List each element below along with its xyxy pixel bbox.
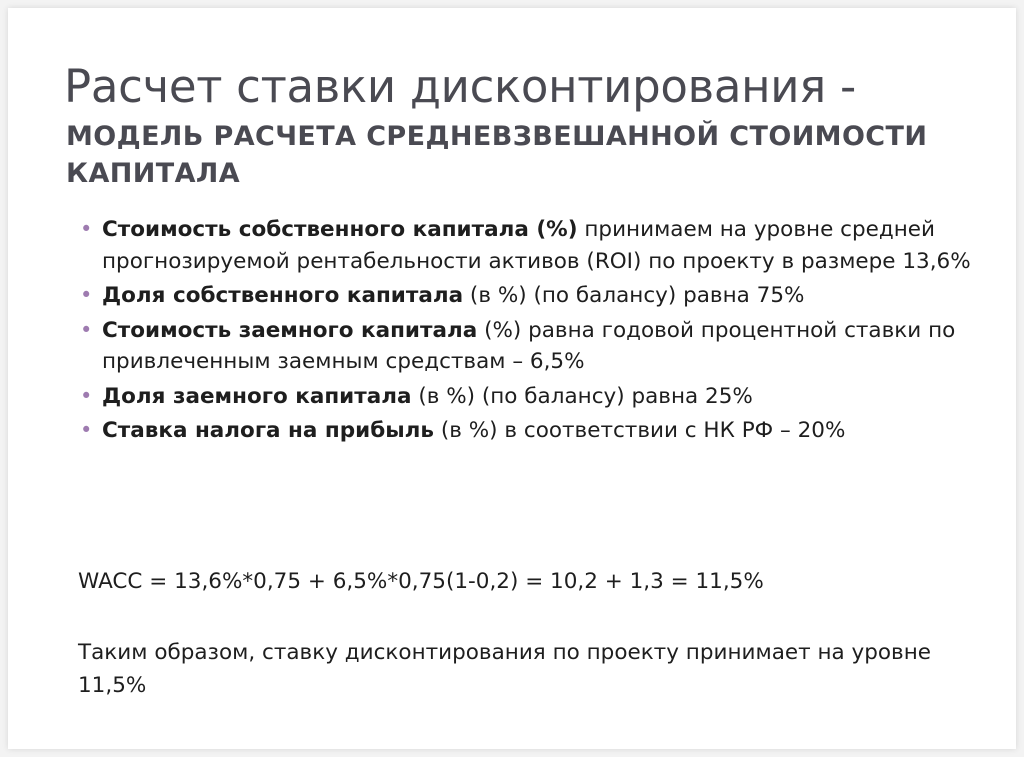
slide-title: Расчет ставки дисконтирования -	[64, 60, 856, 113]
slide	[8, 8, 1016, 749]
list-item	[78, 214, 978, 277]
conclusion-text: Таким образом, ставку дисконтирования по проекту принимает на уровне 11,5%	[78, 640, 931, 698]
bullet-text: (в %) в соответствии с НК РФ – 20%	[434, 418, 846, 443]
bullet-icon: •	[80, 317, 93, 342]
bullet-text: (%) равна годовой процентной ставки по привлеченным заемным средствам – 6,5%	[102, 317, 956, 374]
bullet-term: Стоимость заемного капитала	[102, 317, 478, 343]
bullet-term: Стоимость собственного капитала (%)	[102, 217, 578, 242]
list-item	[78, 381, 978, 413]
bullet-list	[78, 214, 978, 450]
list-item	[78, 280, 978, 312]
bullet-icon: •	[80, 418, 93, 442]
bullet-term: Доля собственного капитала	[102, 283, 464, 308]
slide-subtitle: МОДЕЛЬ РАСЧЕТА СРЕДНЕВЗВЕШАННОЙ СТОИМОСТИ КАПИТАЛА	[66, 121, 928, 189]
bullet-term: Доля заемного капитала	[102, 383, 412, 409]
bullet-icon: •	[80, 217, 93, 241]
bullet-icon: •	[80, 383, 93, 408]
wacc-formula: WACC = 13,6%*0,75 + 6,5%*0,75(1-0,2) = 10,2 + 1,3 = 11,5%	[78, 569, 764, 594]
bullet-term: Ставка налога на прибыль	[102, 418, 435, 443]
list-item	[78, 415, 978, 447]
bullet-icon: •	[80, 283, 93, 307]
bullet-text: (в %) (по балансу) равна 75%	[463, 283, 805, 308]
bullet-text: принимаем на уровне средней прогнозируемой рентабельности активов (ROI) по проекту в размере 13,6%	[102, 217, 971, 274]
list-item	[78, 315, 978, 378]
bullet-text: (в %) (по балансу) равна 25%	[411, 383, 753, 409]
